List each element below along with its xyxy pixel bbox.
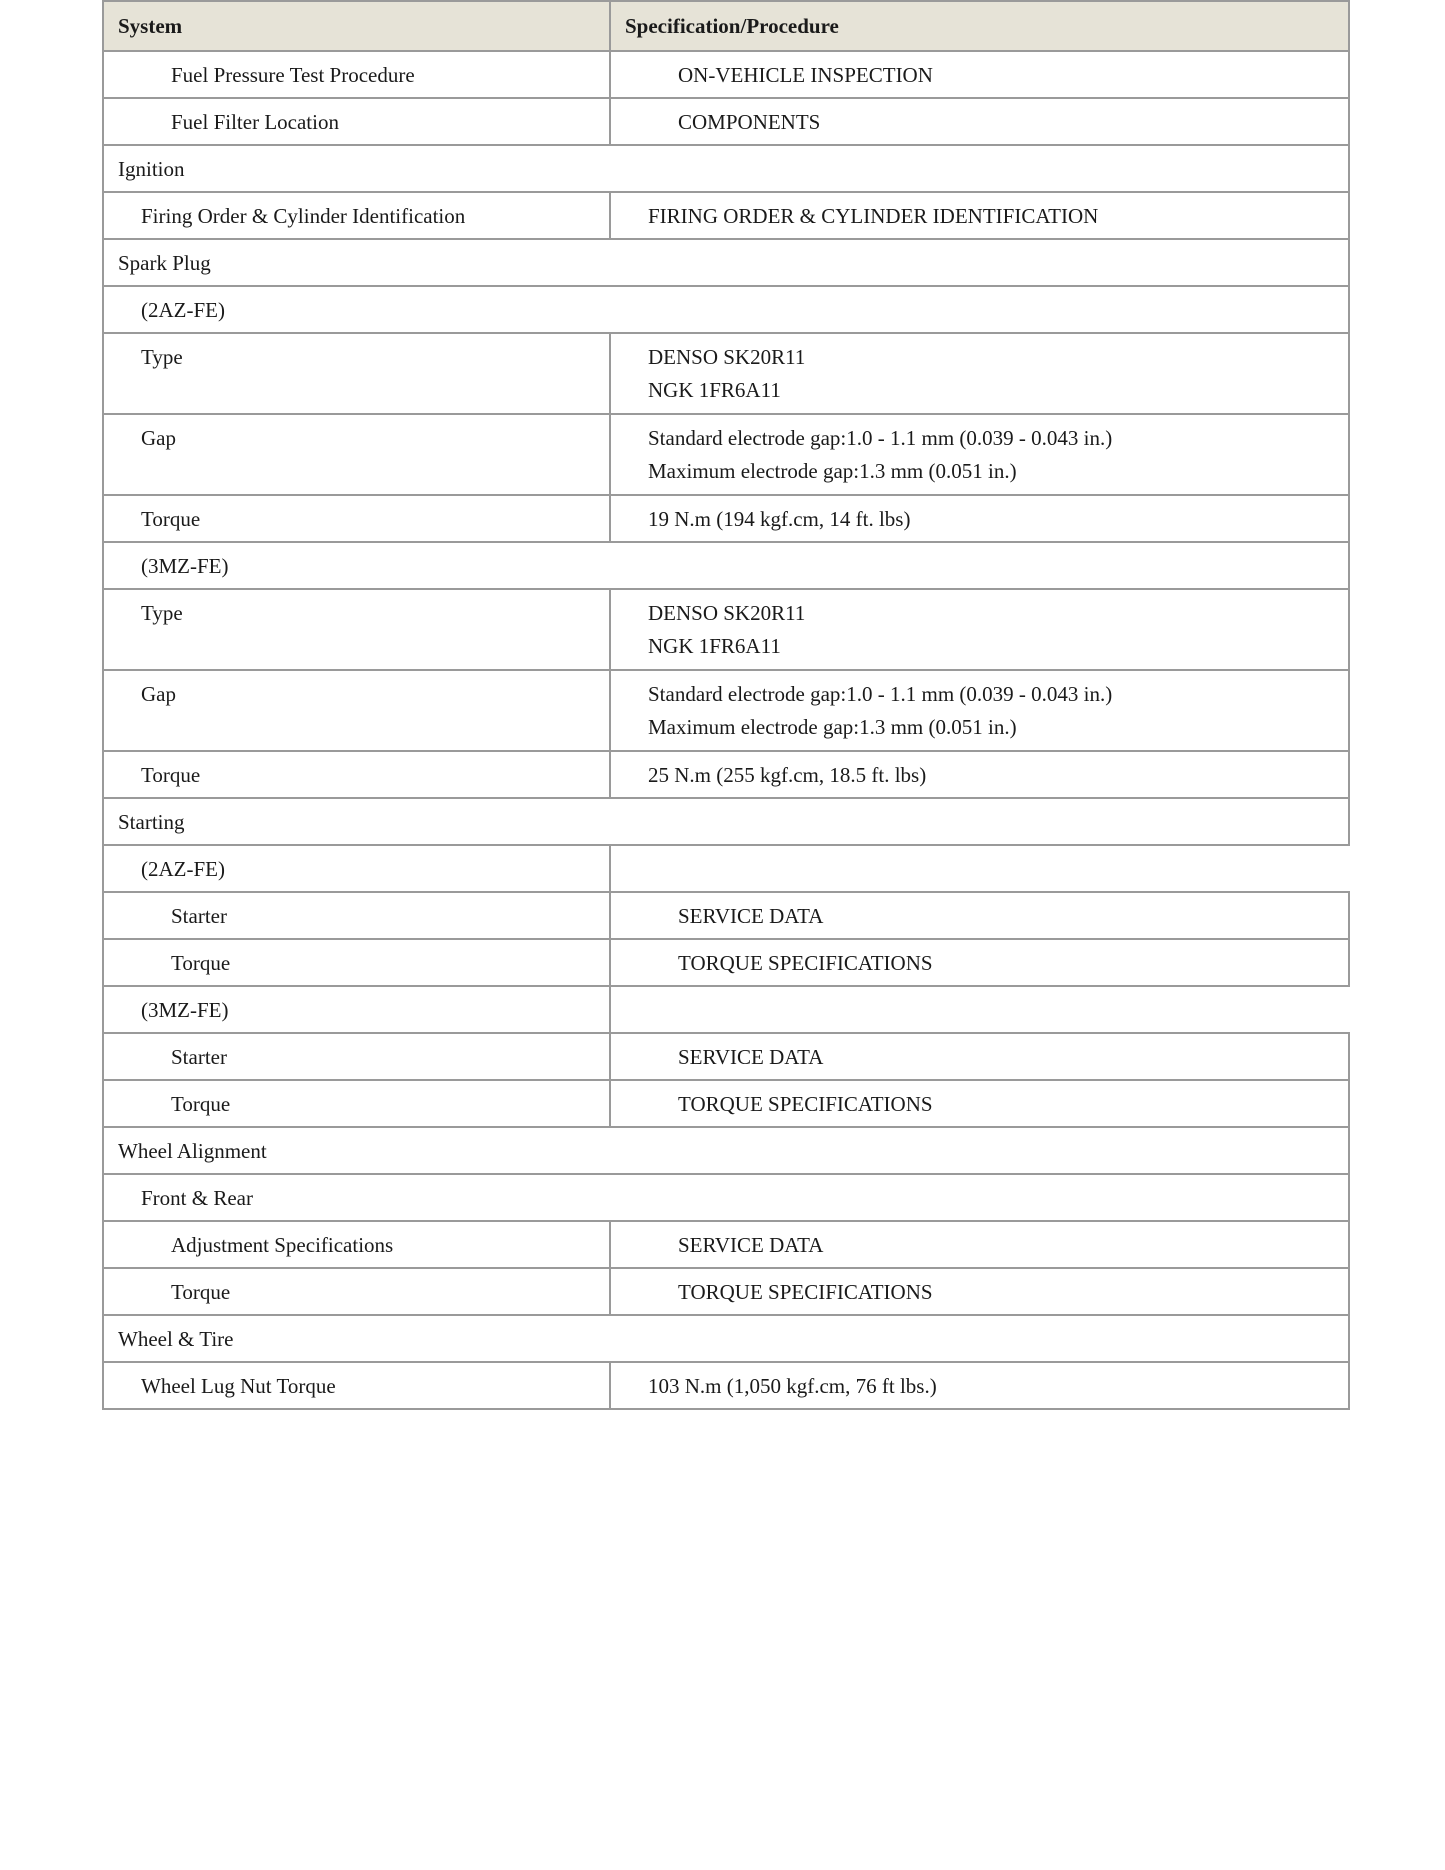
table-header-row <box>103 1 1349 51</box>
subsection-title: (2AZ-FE) <box>103 845 610 892</box>
table-row <box>103 192 1349 239</box>
row-label: Torque <box>103 495 610 542</box>
subsection-row <box>103 1174 1349 1221</box>
section-row <box>103 1315 1349 1362</box>
section-title: Spark Plug <box>103 239 1349 286</box>
column-header-system: System <box>103 1 610 51</box>
section-title: Wheel & Tire <box>103 1315 1349 1362</box>
table-row <box>103 98 1349 145</box>
row-label: Gap <box>103 670 610 751</box>
spec-value <box>610 414 1349 495</box>
subsection-row <box>103 542 1349 589</box>
subsection-title: Front & Rear <box>103 1174 1349 1221</box>
table-row <box>103 1080 1349 1127</box>
spec-value <box>610 670 1349 751</box>
row-label: Fuel Filter Location <box>103 98 610 145</box>
table-row <box>103 892 1349 939</box>
section-row <box>103 1127 1349 1174</box>
row-label: Torque <box>103 1268 610 1315</box>
spec-line: DENSO SK20R11 <box>648 345 806 369</box>
row-label: Torque <box>103 751 610 798</box>
spec-line: NGK 1FR6A11 <box>648 378 781 402</box>
row-label: Type <box>103 333 610 414</box>
procedure-link[interactable]: SERVICE DATA <box>610 892 1349 939</box>
spec-value: 25 N.m (255 kgf.cm, 18.5 ft. lbs) <box>610 751 1349 798</box>
column-header-specification: Specification/Procedure <box>610 1 1349 51</box>
row-label: Fuel Pressure Test Procedure <box>103 51 610 98</box>
spec-line: Maximum electrode gap:1.3 mm (0.051 in.) <box>648 459 1017 483</box>
table-row <box>103 1362 1349 1409</box>
row-label: Firing Order & Cylinder Identification <box>103 192 610 239</box>
subsection-row <box>103 845 1349 892</box>
procedure-link[interactable]: FIRING ORDER & CYLINDER IDENTIFICATION <box>610 192 1349 239</box>
spec-line: NGK 1FR6A11 <box>648 634 781 658</box>
spec-line: Maximum electrode gap:1.3 mm (0.051 in.) <box>648 715 1017 739</box>
row-label: Type <box>103 589 610 670</box>
subsection-title: (3MZ-FE) <box>103 542 1349 589</box>
section-row <box>103 798 1349 845</box>
table-row <box>103 1268 1349 1315</box>
spec-value: 103 N.m (1,050 kgf.cm, 76 ft lbs.) <box>610 1362 1349 1409</box>
empty-cell <box>610 986 1349 1033</box>
table-row <box>103 495 1349 542</box>
empty-cell <box>610 845 1349 892</box>
table-row <box>103 670 1349 751</box>
subsection-title: (2AZ-FE) <box>103 286 1349 333</box>
row-label: Gap <box>103 414 610 495</box>
table-row <box>103 51 1349 98</box>
row-label: Torque <box>103 1080 610 1127</box>
subsection-title: (3MZ-FE) <box>103 986 610 1033</box>
spec-line: Standard electrode gap:1.0 - 1.1 mm (0.039 - 0.043 in.) <box>648 426 1113 450</box>
spec-value: 19 N.m (194 kgf.cm, 14 ft. lbs) <box>610 495 1349 542</box>
spec-value <box>610 333 1349 414</box>
section-title: Ignition <box>103 145 1349 192</box>
table-row <box>103 589 1349 670</box>
table-row <box>103 414 1349 495</box>
table-row <box>103 751 1349 798</box>
row-label: Wheel Lug Nut Torque <box>103 1362 610 1409</box>
procedure-link[interactable]: COMPONENTS <box>610 98 1349 145</box>
procedure-link[interactable]: SERVICE DATA <box>610 1221 1349 1268</box>
row-label: Adjustment Specifications <box>103 1221 610 1268</box>
procedure-link[interactable]: TORQUE SPECIFICATIONS <box>610 939 1349 986</box>
spec-line: Standard electrode gap:1.0 - 1.1 mm (0.039 - 0.043 in.) <box>648 682 1113 706</box>
specification-table <box>102 0 1350 1410</box>
row-label: Starter <box>103 1033 610 1080</box>
table-row <box>103 333 1349 414</box>
section-row <box>103 145 1349 192</box>
section-title: Starting <box>103 798 1349 845</box>
row-label: Torque <box>103 939 610 986</box>
spec-line: DENSO SK20R11 <box>648 601 806 625</box>
procedure-link[interactable]: TORQUE SPECIFICATIONS <box>610 1080 1349 1127</box>
section-title: Wheel Alignment <box>103 1127 1349 1174</box>
table-row <box>103 1033 1349 1080</box>
subsection-row <box>103 286 1349 333</box>
procedure-link[interactable]: ON-VEHICLE INSPECTION <box>610 51 1349 98</box>
spec-value <box>610 589 1349 670</box>
procedure-link[interactable]: TORQUE SPECIFICATIONS <box>610 1268 1349 1315</box>
row-label: Starter <box>103 892 610 939</box>
section-row <box>103 239 1349 286</box>
table-row <box>103 939 1349 986</box>
procedure-link[interactable]: SERVICE DATA <box>610 1033 1349 1080</box>
table-row <box>103 1221 1349 1268</box>
subsection-row <box>103 986 1349 1033</box>
